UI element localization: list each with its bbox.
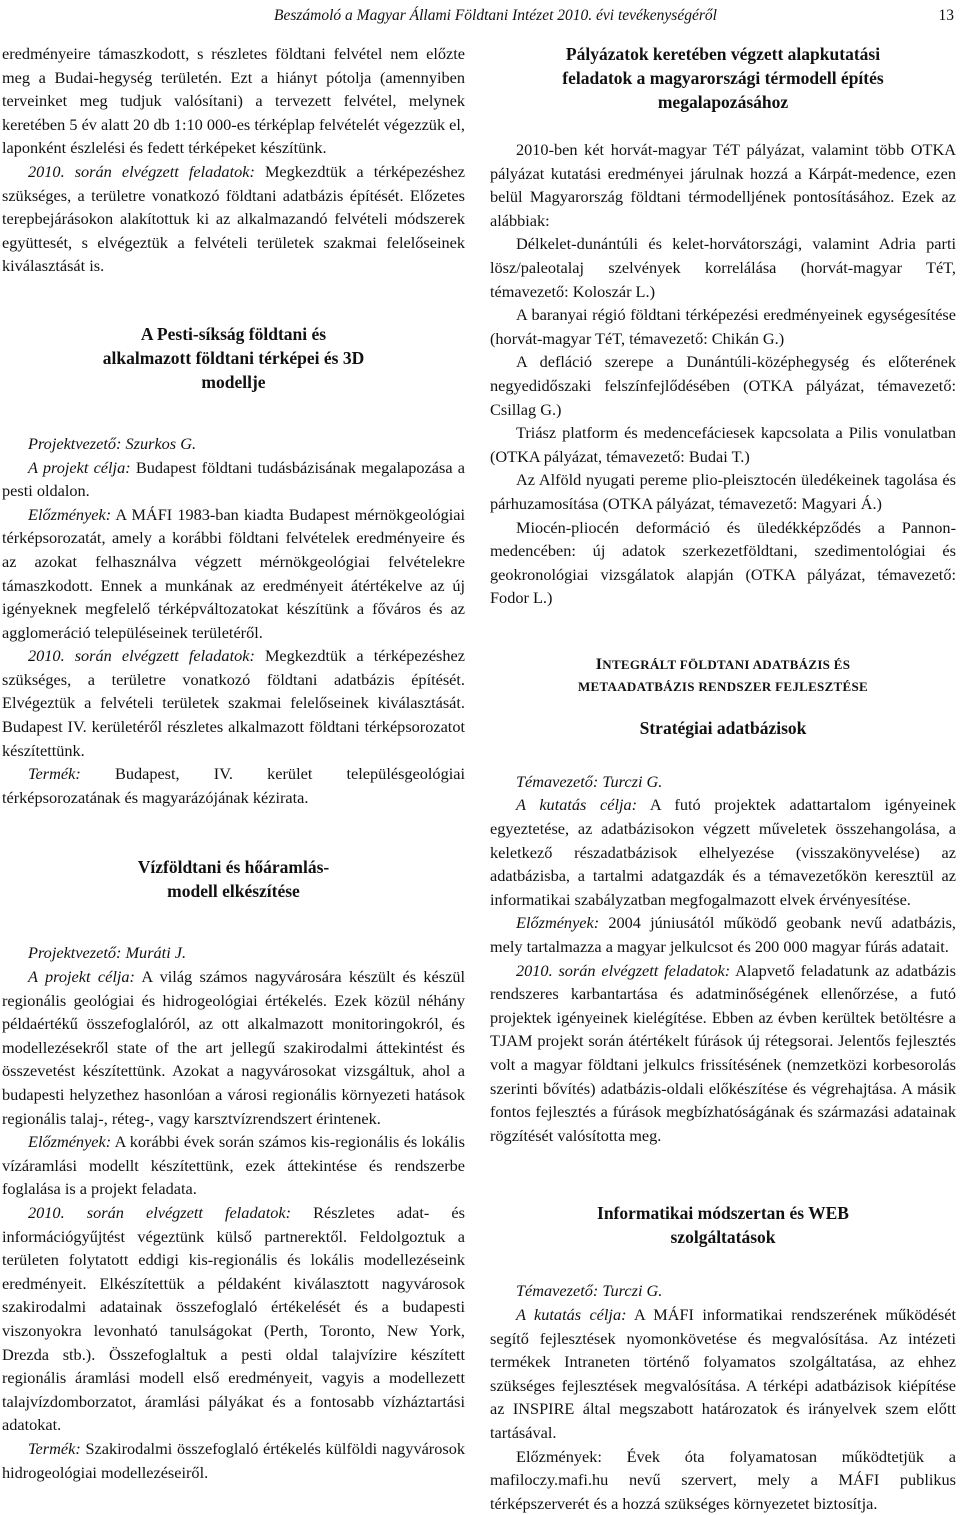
paragraph: A defláció szerepe a Dunántúli-középhegység és előterének negyedidőszaki felszínfejlődésében (OTKA pályázat, témavezető: Csillag G.) (490, 352, 956, 419)
paragraph (490, 1303, 956, 1445)
section-title: A Pesti-síkság földtani és alkalmazott földtani térképei és 3D modellje (102, 323, 365, 392)
paragraph (2, 644, 465, 762)
text: Részletes adat- és információgyűjtést végeztünk külső partnerektől. Feldolgoztuk a területen folytatott eddigi kis-regionális és lokális modellezéseink eredményeit. Elkészítettük a példaként kiválasztott nagyvárosok szakirodalmi adatainak összefoglaló értékelését és a budapesti viszonyokra levonható tanulságokat (Perth, Toronto, New York, Drezda stb.). Összefoglaltuk a pesti oldal talajvízire készített regionális áramlási modell első eredményeit, vagyis a modellezett talajvízdomborzatot, áramlási pályákat és a fontosabb vízháztartási adatokat. (2, 1202, 465, 1435)
paragraph (2, 965, 465, 1130)
text: A korábbi évek során számos kis-regionális és lokális vízáramlási modellt készítettünk, ezek áttekintése és rendszerbe foglalása is a projekt feladata. (2, 1132, 465, 1199)
paragraph (490, 911, 956, 958)
label: Termék: (28, 764, 81, 784)
label: 2010. során elvégzett feladatok: (28, 161, 255, 181)
label: Termék: (28, 1438, 81, 1458)
text: Budapest földtani tudásbázisának megalapozása a pesti oldalon. (2, 457, 465, 501)
text: Szakirodalmi összefoglaló értékelés külföldi nagyvárosok hidrogeológiai modellezéseiről. (2, 1438, 465, 1482)
label: 2010. során elvégzett feladatok: (516, 960, 731, 980)
chapter-title-initial: I (595, 655, 603, 673)
paragraph: Triász platform és medencefáciesek kapcsolata a Pilis vonulatban (OTKA pályázat, témavezető: Budai T.) (490, 423, 956, 466)
text: A MÁFI 1983-ban kiadta Budapest mérnökgeológiai térképsorozatát, amely a korábbi földtani felvételek eredményeire és az azokat felhasználva végzett mérnökgeológiai felvételekre támaszkodott. Ennek a munkának az eredményeit átértékelve az új igényeknek megfelelő térképváltozatokat készítünk a főváros és az agglomeráció településeinek területéről. (2, 504, 465, 642)
paragraph: Miocén-pliocén deformáció és üledékképződés a Pannon-medencében: új adatok szerkezetföldtani, szedimentológiai és geokronológiai vizsgálatok alapján (OTKA pályázat, témavezető: Fodor L.) (490, 517, 956, 608)
paragraph (2, 1201, 465, 1437)
left-column (2, 42, 465, 1484)
label: Előzmények: (28, 504, 112, 524)
right-column (490, 42, 956, 1515)
project-lead: Projektvezető: Szurkos G. (28, 433, 197, 453)
text: Megkezdtük a térképezéshez szükséges, a területre vonatkozó földtani adatbázis építését. Előzetes terepbejárásokon alakítottuk ki az alkalmazandó felvételi módszerek együttesét, s elvégeztük a felvételi területek szakmai felelőseinek kiválasztását is. (2, 161, 465, 276)
label: A kutatás célja: (516, 1304, 627, 1324)
paragraph (2, 1130, 465, 1201)
paragraph: A baranyai régió földtani térképezési eredményeinek egységesítése (horvát-magyar TéT, témavezető: Chikán G.) (490, 305, 956, 348)
text: A világ számos nagyvárosára készült és készül regionális geológiai és hidrogeológiai értékelés. Ezek közül néhány példaértékű összefoglalóról, az ott alkalmazott monitoringokról, és modellezésekről state of the art jellegű szakirodalmi áttekintést és összevetést készítettünk. Azokat a nagyvárosokat vizsgáltuk, ahol a budapesti helyzethez hasonlóan a városi regionális környezeti hatások regionális talaj-, réteg-, vagy karsztvízrendszert érintenek. (2, 967, 465, 1128)
project-lead: Projektvezető: Muráti J. (28, 943, 187, 963)
section-title: Vízföldtani és hőáramlás-modell elkészítése (137, 857, 330, 902)
running-head (0, 4, 960, 24)
text: Alapvető feladatunk az adatbázis rendszeres karbantartása és adatminőségének ellenőrzése, a futó projektek igényeinek kielégítése. Ebben az évben kerültek betöltésre a TJAM projekt során átértékelt fúrások új rétegsorai. Jelentős fejlesztés volt a magyar földtani jelkulcs frissítésének (nemzetközi korbesorolás szerinti bővítés) adatbázis-oldali előkészítése és végrehajtása. A másik fontos fejlesztés a fúrások megbízhatóságának és származási adatainak rögzítését valósította meg. (490, 960, 956, 1145)
paragraph: 2010-ben két horvát-magyar TéT pályázat, valamint több OTKA pályázat kutatási eredményei járulnak hozzá a Kárpát-medence, ezen belül Magyarország földtani térmodelljének pontosításához. Ezek az alábbiak: (490, 140, 956, 230)
paragraph (2, 1437, 465, 1484)
label: A kutatás célja: (516, 795, 638, 815)
paragraph (2, 762, 465, 809)
label: 2010. során elvégzett feladatok: (28, 646, 255, 666)
paragraph: Előzmények: Évek óta folyamatosan működtetjük a mafiloczy.mafi.hu nevű szervert, mely a MÁFI publikus térképszerverét és a hozzá szükséges környezetet biztosítja. (490, 1446, 956, 1513)
paragraph (490, 793, 956, 911)
label: A projekt célja: (28, 457, 131, 477)
label: A projekt célja: (28, 967, 135, 987)
paragraph: Délkelet-dunántúli és kelet-horvátországi, valamint Adria parti lösz/paleotalaj szelvények korrelálása (horvát-magyar TéT, témavezető: Koloszár L.) (490, 234, 956, 301)
text: Megkezdtük a térképezéshez szükséges, a területre vonatkozó földtani adatbázis építését. Elvégeztük a felvételi területek szakmai felelőseinek kiválasztását. Budapest IV. kerületéről részletes alkalmazott földtani térképsorozatot készítettünk. (2, 646, 465, 760)
page-number: 13 (938, 7, 954, 24)
paragraph (2, 456, 465, 503)
label: Előzmények: (28, 1132, 112, 1152)
paragraph (490, 959, 956, 1148)
section-title: Pályázatok keretében végzett alapkutatási feladatok a magyarországi térmodell építés megalapozásához (562, 44, 884, 112)
section-title: Informatikai módszertan és WEB szolgáltatások (597, 1203, 849, 1248)
label: 2010. során elvégzett feladatok: (28, 1202, 292, 1222)
intro-paragraph: eredményeire támaszkodott, s részletes földtani felvétel nem előzte meg a Budai-hegység területén. Ezt a hiányt pótolja (amennyiben terveinket meg tudjuk valósítani) a tervezett felvétel, melynek keretében 5 év alatt 20 db 1:10 000-es térképlap felvételét végezzük el, laponként észlelési és fedett térképeket készítünk. (2, 44, 465, 158)
project-lead: Témavezető: Turczi G. (516, 1281, 663, 1301)
text: A MÁFI informatikai rendszerének működését segítő fejlesztések nyomonkövetése és megvalósítása. Az intézeti termékek Intraneten történő folyamatos szolgáltatása, az ehhez szükséges fejlesztések megvalósítása. A térképi adatbázisok kiépítése az INSPIRE által megszabott határozatok és irányelvek szem előtt tartásával. (490, 1304, 956, 1442)
text: A futó projektek adattartalom igényeinek egyeztetése, az adatbázisokon végzett műveletek összehangolása, a keletkező részadatbázisok elhelyezése (visszakönyvelése) az adatbázisba, a tartalmi adatgazdák és a témavezetőkön keresztül az informatikai szabályzatban megfogalmazott elvek érvényesítése. (490, 795, 956, 909)
project-lead: Témavezető: Turczi G. (516, 771, 663, 791)
label: Előzmények: (516, 913, 600, 933)
running-title: Beszámoló a Magyar Állami Földtani Intézet 2010. évi tevékenységéről (274, 7, 717, 24)
section-title: Stratégiai adatbázisok (639, 717, 807, 738)
paragraph: Az Alföld nyugati pereme plio-pleisztocén üledékeinek tagolása és párhuzamosítása (OTKA pályázat, témavezető: Magyari Á.) (490, 470, 956, 513)
text: Budapest, IV. kerület településgeológiai térképsorozatának és magyarázójának kézirata. (2, 764, 465, 807)
chapter-title (490, 654, 956, 698)
chapter-title-line2: METAADATBÁZIS RENDSZER FEJLESZTÉSE (577, 678, 869, 694)
text: 2004 júniusától működő geobank nevű adatbázis, mely tartalmazza a magyar jelkulcsot és 200 000 magyar fúrás adatait. (490, 913, 956, 957)
paragraph (2, 160, 465, 278)
chapter-title-line1: NTEGRÁLT FÖLDTANI ADATBÁZIS ÉS (602, 656, 851, 672)
paragraph (2, 503, 465, 645)
